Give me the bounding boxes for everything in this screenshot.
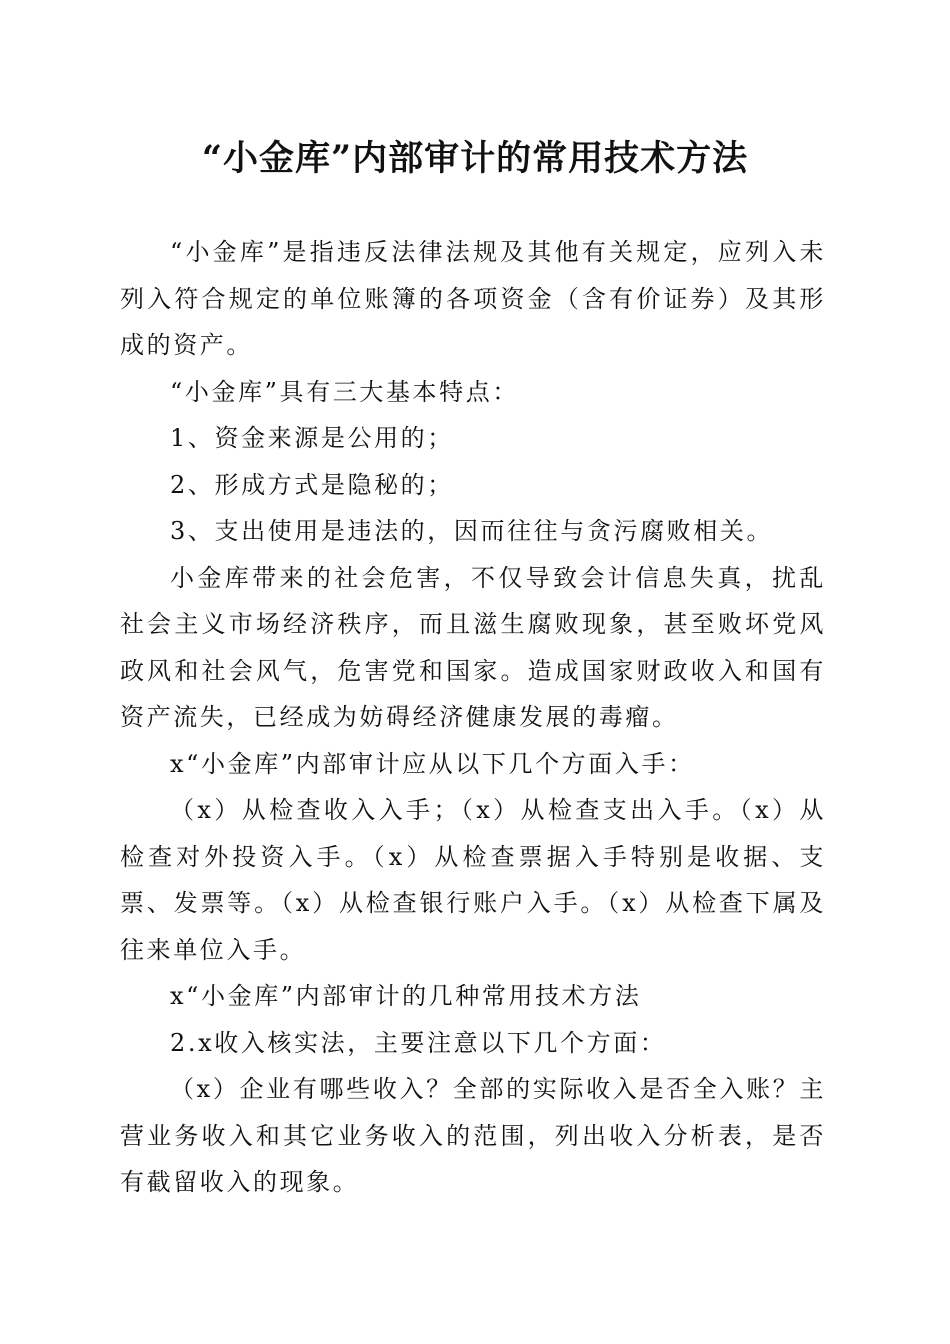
list-item-feature-1: 1、资金来源是公用的； (170, 424, 454, 452)
paragraph-features-intro: “小金库”具有三大基本特点： (170, 377, 519, 406)
subsection-heading-income-method: 2.x收入核实法，主要注意以下几个方面： (170, 1028, 667, 1057)
paragraph-definition: “小金库”是指违反法律法规及其他有关规定，应列入未列入符合规定的单位账簿的各项资金（含有价证券）及其形成的资产。 (120, 238, 826, 359)
list-item-feature-3: 3、支出使用是违法的，因而往往与贪污腐败相关。 (170, 517, 774, 545)
paragraph-income-check: （x）企业有哪些收入？全部的实际收入是否全入账？主营业务收入和其它业务收入的范围，列出收入分析表，是否有截留收入的现象。 (120, 1075, 826, 1196)
paragraph-social-harm: 小金库带来的社会危害，不仅导致会计信息失真，扰乱社会主义市场经济秩序，而且滋生腐败现象，甚至败坏党风政风和社会风气，危害党和国家。造成国家财政收入和国有资产流失，已经成为妨碍经济健康发展的毒瘤。 (120, 563, 826, 731)
section-heading-techniques: x“小金库”内部审计的几种常用技术方法 (170, 982, 642, 1010)
section-heading-audit-approach: x“小金库”内部审计应从以下几个方面入手： (170, 749, 695, 778)
document-body (120, 229, 826, 1206)
paragraph-audit-approach: （x）从检查收入入手；（x）从检查支出入手。（x）从检查对外投资入手。（x）从检查票据入手特别是收据、支票、发票等。（x）从检查银行账户入手。（x）从检查下属及往来单位入手。 (120, 796, 826, 964)
list-item-feature-2: 2、形成方式是隐秘的； (170, 470, 454, 499)
document-title: “小金库”内部审计的常用技术方法 (201, 138, 749, 179)
